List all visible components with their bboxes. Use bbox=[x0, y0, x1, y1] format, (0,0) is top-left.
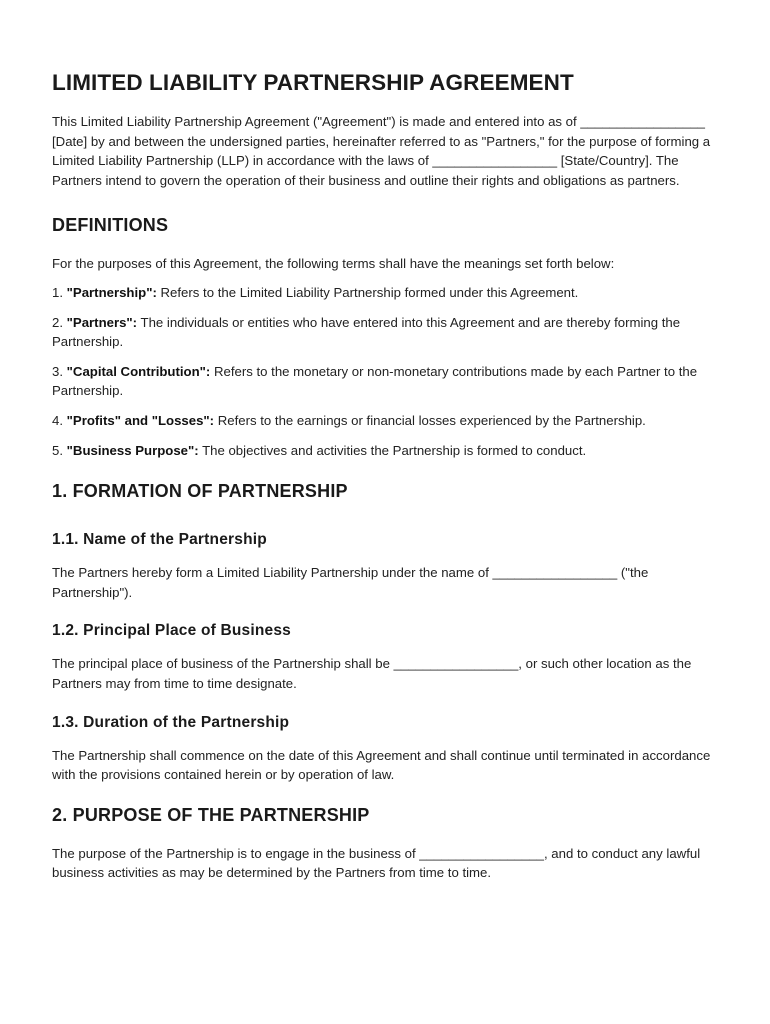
document-title: LIMITED LIABILITY PARTNERSHIP AGREEMENT bbox=[52, 70, 574, 95]
section-2-heading: 2. PURPOSE OF THE PARTNERSHIP bbox=[52, 804, 370, 825]
definition-term: "Capital Contribution": bbox=[66, 363, 211, 379]
definition-number: 1. bbox=[52, 284, 63, 300]
definitions-heading: DEFINITIONS bbox=[52, 215, 169, 236]
definition-item bbox=[52, 313, 730, 352]
definition-item bbox=[52, 283, 730, 303]
definitions-intro: For the purposes of this Agreement, the following terms shall have the meanings set forth below: bbox=[52, 256, 615, 272]
definition-number: 3. bbox=[52, 363, 63, 379]
definition-number: 5. bbox=[52, 442, 63, 458]
definition-term: "Partners": bbox=[66, 314, 138, 330]
subsection-1-2-heading: 1.2. Principal Place of Business bbox=[52, 622, 291, 640]
subsection-1-1-heading: 1.1. Name of the Partnership bbox=[52, 531, 267, 549]
definition-term: "Partnership": bbox=[66, 284, 157, 300]
definition-number: 2. bbox=[52, 314, 63, 330]
definition-term: "Profits" and "Losses": bbox=[66, 412, 215, 428]
definition-text: Refers to the Limited Liability Partnership formed under this Agreement. bbox=[160, 284, 579, 300]
section-2-text: The purpose of the Partnership is to engage in the business of _________________, and to conduct any lawful business activities as may be determined by the Partners from time to time. bbox=[52, 845, 701, 881]
intro-paragraph: This Limited Liability Partnership Agreement ("Agreement") is made and entered into as of _________________ [Date] by and between the undersigned parties, hereinafter referred to as "Partners," for the purpose of forming a Limited Liability Partnership (LLP) in accordance with the laws of _________________ [State/Country]. The Partners intend to govern the operation of their business and outline their rights and obligations as partners. bbox=[52, 114, 711, 188]
definition-text: The objectives and activities the Partnership is formed to conduct. bbox=[202, 442, 587, 458]
subsection-1-1-text: The Partners hereby form a Limited Liability Partnership under the name of _________________ ("the Partnership"). bbox=[52, 565, 649, 600]
subsection-1-3-text: The Partnership shall commence on the date of this Agreement and shall continue until terminated in accordance with the provisions contained herein or by operation of law. bbox=[52, 747, 711, 783]
definition-text: The individuals or entities who have entered into this Agreement and are thereby forming the Partnership. bbox=[52, 314, 681, 350]
definition-item bbox=[52, 441, 730, 461]
definition-item bbox=[52, 362, 730, 401]
subsection-1-2-text: The principal place of business of the Partnership shall be _________________, or such other location as the Partners may from time to time designate. bbox=[52, 656, 692, 691]
definition-text: Refers to the monetary or non-monetary contributions made by each Partner to the Partnership. bbox=[52, 363, 698, 399]
definition-number: 4. bbox=[52, 412, 63, 428]
definition-text: Refers to the earnings or financial losses experienced by the Partnership. bbox=[217, 412, 646, 428]
subsection-1-3-heading: 1.3. Duration of the Partnership bbox=[52, 713, 290, 731]
definition-item bbox=[52, 411, 730, 431]
definition-term: "Business Purpose": bbox=[66, 442, 199, 458]
section-1-heading: 1. FORMATION OF PARTNERSHIP bbox=[52, 481, 348, 502]
